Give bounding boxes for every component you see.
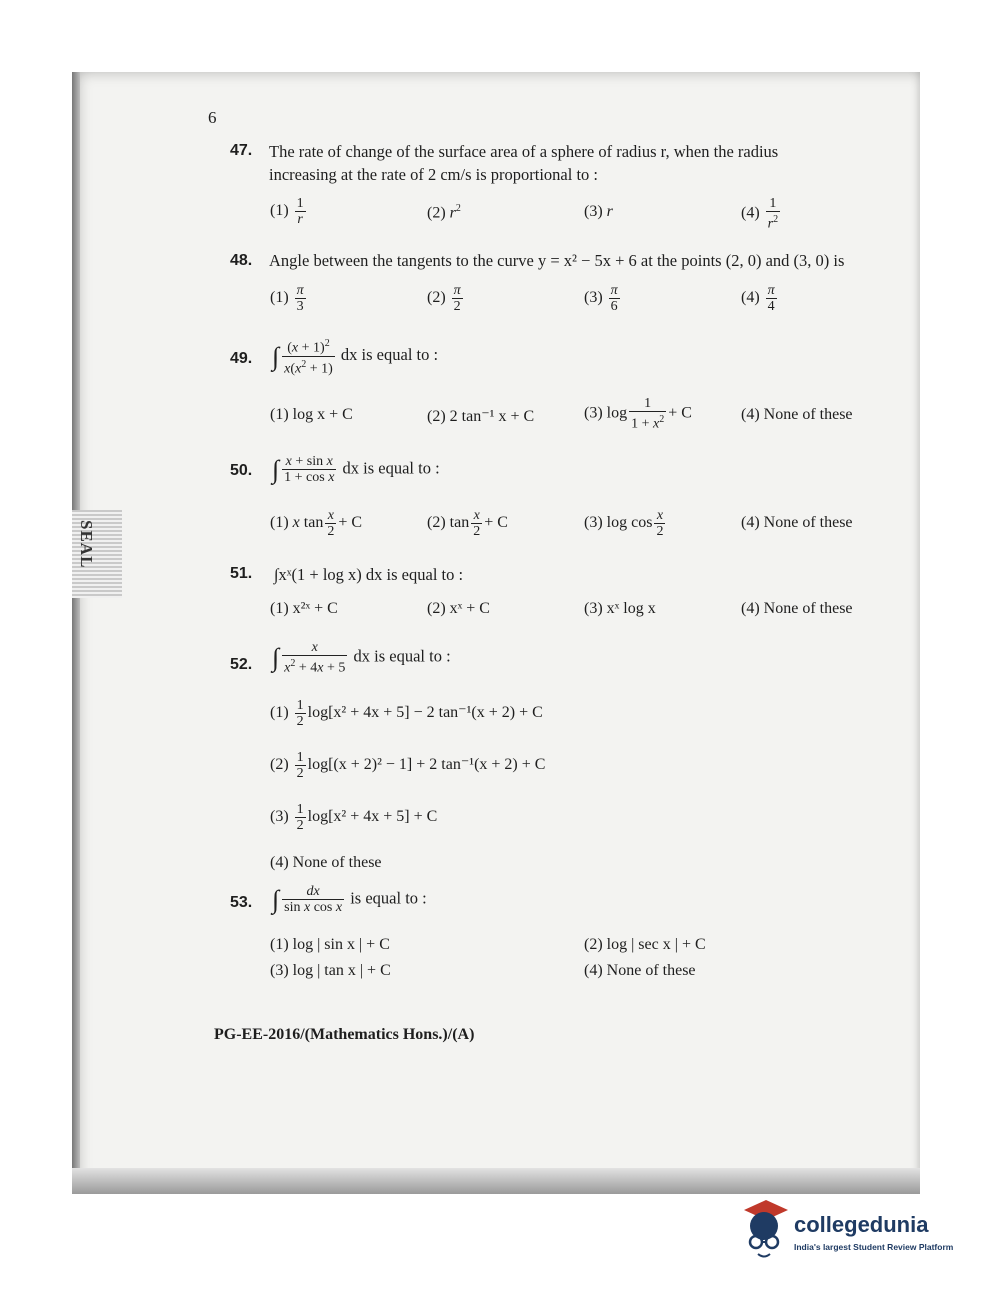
q51-stem: ∫xˣ(1 + log x) dx is equal to : <box>274 565 464 584</box>
q48-option-4: (4) $\frac{\pi}{4}$ <box>741 283 775 314</box>
q48-number: 48. <box>230 252 253 269</box>
q52-option-4: (4) None of these <box>270 854 382 871</box>
q47-number: 47. <box>230 142 253 159</box>
q51-option-2: (2) xˣ + C <box>427 600 490 617</box>
q53-option-1: (1) log | sin x | + C <box>270 936 390 953</box>
q47-option-2: (2) $r^2$ <box>427 203 461 222</box>
q47-line2: increasing at the rate of 2 cm/s is proportional to : <box>269 165 598 184</box>
collegedunia-logo[interactable] <box>736 1196 966 1266</box>
q51-option-1: (1) x²ˣ + C <box>270 600 338 617</box>
q49-number: 49. <box>230 350 253 367</box>
q50-option-4: (4) None of these <box>741 514 853 531</box>
q50-option-1: (1) x tan $\frac{x}{2}$ + C <box>270 508 363 539</box>
q49-stem: ∫ $\frac{(x + 1)^2}{x(x^2 + 1)}$ dx is equal to : <box>272 338 439 377</box>
graduate-mascot-icon <box>736 1196 792 1262</box>
q53-option-2: (2) log | sec x | + C <box>584 936 706 953</box>
q48-option-2: (2) $\frac{\pi}{2}$ <box>427 283 461 314</box>
q48-line1: Angle between the tangents to the curve y = x² − 5x + 6 at the points (2, 0) and (3, 0) is <box>269 251 845 270</box>
q52-number: 52. <box>230 656 253 673</box>
q49-option-3: (3) log $\frac{1}{1 + x^2}$ + C <box>584 396 692 432</box>
brand-tagline: India's largest Student Review Platform <box>794 1242 954 1252</box>
q47-option-3: (3) r <box>584 203 613 220</box>
q50-option-2: (2) tan $\frac{x}{2}$ + C <box>427 508 508 539</box>
q50-number: 50. <box>230 462 253 479</box>
q51-option-4: (4) None of these <box>741 600 853 617</box>
q48-option-3: (3) $\frac{\pi}{6}$ <box>584 283 618 314</box>
q48-option-1: (1) $\frac{\pi}{3}$ <box>270 283 304 314</box>
q52-option-2: (2) $\frac{1}{2}$ log[(x + 2)² − 1] + 2 tan⁻¹(x + 2) + C <box>270 750 546 781</box>
q50-option-3: (3) log cos $\frac{x}{2}$ <box>584 508 664 539</box>
q47-option-4: (4) $\frac{1}{r^2}$ <box>741 196 779 232</box>
q49-option-4: (4) None of these <box>741 406 853 423</box>
q53-stem: ∫ $\frac{dx}{\text{sin x cos x}}$ is equal to : <box>272 884 427 915</box>
q49-option-1: (1) log x + C <box>270 406 353 423</box>
q47-option-1: (1) $\frac{1}{r}$ <box>270 196 304 227</box>
brand-name: collegedunia <box>794 1212 929 1237</box>
q53-option-4: (4) None of these <box>584 962 696 979</box>
q52-option-3: (3) $\frac{1}{2}$ log[x² + 4x + 5] + C <box>270 802 438 833</box>
scanned-page <box>72 72 920 1194</box>
scan-left-edge <box>72 72 80 1194</box>
q50-stem: ∫ $\frac{\text{x + sin x}}{\text{1 + cos x}}$ dx is equal to : <box>272 454 440 485</box>
page-number: 6 <box>208 108 217 127</box>
scan-bottom-edge <box>72 1168 920 1194</box>
q49-option-2: (2) 2 tan⁻¹ x + C <box>427 408 535 425</box>
q53-option-3: (3) log | tan x | + C <box>270 962 391 979</box>
exam-code-footer: PG-EE-2016/(Mathematics Hons.)/(A) <box>214 1026 475 1043</box>
q51-number: 51. <box>230 565 253 582</box>
q47-line1: The rate of change of the surface area of a sphere of radius r, when the radius <box>269 142 779 161</box>
q52-option-1: (1) $\frac{1}{2}$ log[x² + 4x + 5] − 2 tan⁻¹(x + 2) + C <box>270 698 543 729</box>
q51-option-3: (3) xˣ log x <box>584 600 656 617</box>
seal-label: SEAL <box>77 520 96 569</box>
q52-stem: ∫ $\frac{x}{x^2 + 4x + 5}$ dx is equal to : <box>272 640 451 676</box>
q53-number: 53. <box>230 894 253 911</box>
